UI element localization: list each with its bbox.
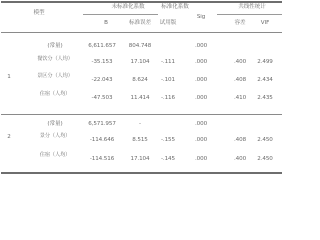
row-sig: .000 [194,95,208,101]
row-variable: 住宿（人均） [39,91,71,97]
row-beta: -.101 [161,77,175,83]
top-rule [1,1,282,3]
row-vif: 2.499 [257,59,273,65]
row-b: 6,571.957 [88,121,116,127]
row-se: 11.414 [130,95,150,101]
row-b: -35.153 [91,59,113,65]
header-tolerance: 容差 [234,20,246,26]
row-sig: .000 [194,121,208,127]
collinearity-group-rule [217,14,282,15]
row-sig: .000 [194,77,208,83]
header-b: B [104,20,108,26]
row-b: -47.503 [91,95,113,101]
row-variable: 景区分（人均） [37,73,73,79]
row-beta: -.145 [161,156,175,162]
row-tolerance: .400 [233,156,247,162]
header-unstandardized: 未标准化系数 [111,4,145,10]
row-b: -114.646 [89,137,115,143]
row-vif: 2.450 [257,156,273,162]
row-vif: 2.434 [257,77,273,83]
header-model: 模型 [33,10,45,16]
row-se: 804.748 [128,43,152,49]
row-se: 8.624 [132,77,148,83]
row-variable: (常量) [47,121,63,127]
row-sig: .000 [194,59,208,65]
header-group-rule [83,14,158,15]
row-b: -22.043 [91,77,113,83]
row-variable: 餐饮分（人均） [37,56,73,62]
row-variable: (常量) [47,43,63,49]
header-collinearity: 共线性统计 [238,4,266,10]
header-sig: Sig [196,14,206,20]
row-vif: 2.435 [257,95,273,101]
row-b: 6,611.657 [88,43,116,49]
row-tolerance: .400 [233,59,247,65]
row-b: -114.516 [89,156,115,162]
row-se: - [139,121,141,127]
model-label-1: 1 [7,74,11,80]
header-bottom-rule [1,32,282,33]
row-se: 8.515 [132,137,148,143]
bottom-rule [1,172,282,174]
row-beta: -.116 [161,95,175,101]
row-se: 17.104 [130,59,150,65]
row-tolerance: .410 [233,95,247,101]
row-sig: .000 [194,43,208,49]
model-separator-rule [1,114,282,115]
header-vif: VIF [260,20,270,26]
row-tolerance: .408 [233,77,247,83]
row-variable: 景分（人均） [39,133,71,139]
header-se: 标准误差 [129,20,151,26]
row-variable: 住宿（人均） [39,152,71,158]
model-label-2: 2 [7,134,11,140]
row-sig: .000 [194,137,208,143]
row-beta: -.111 [161,59,175,65]
row-tolerance: .408 [233,137,247,143]
row-beta: -.155 [161,137,175,143]
row-se: 17.104 [130,156,150,162]
header-beta: 试用版 [159,20,177,26]
row-vif: 2.450 [257,137,273,143]
header-standardized: 标准化系数 [161,4,189,10]
row-sig: .000 [194,156,208,162]
